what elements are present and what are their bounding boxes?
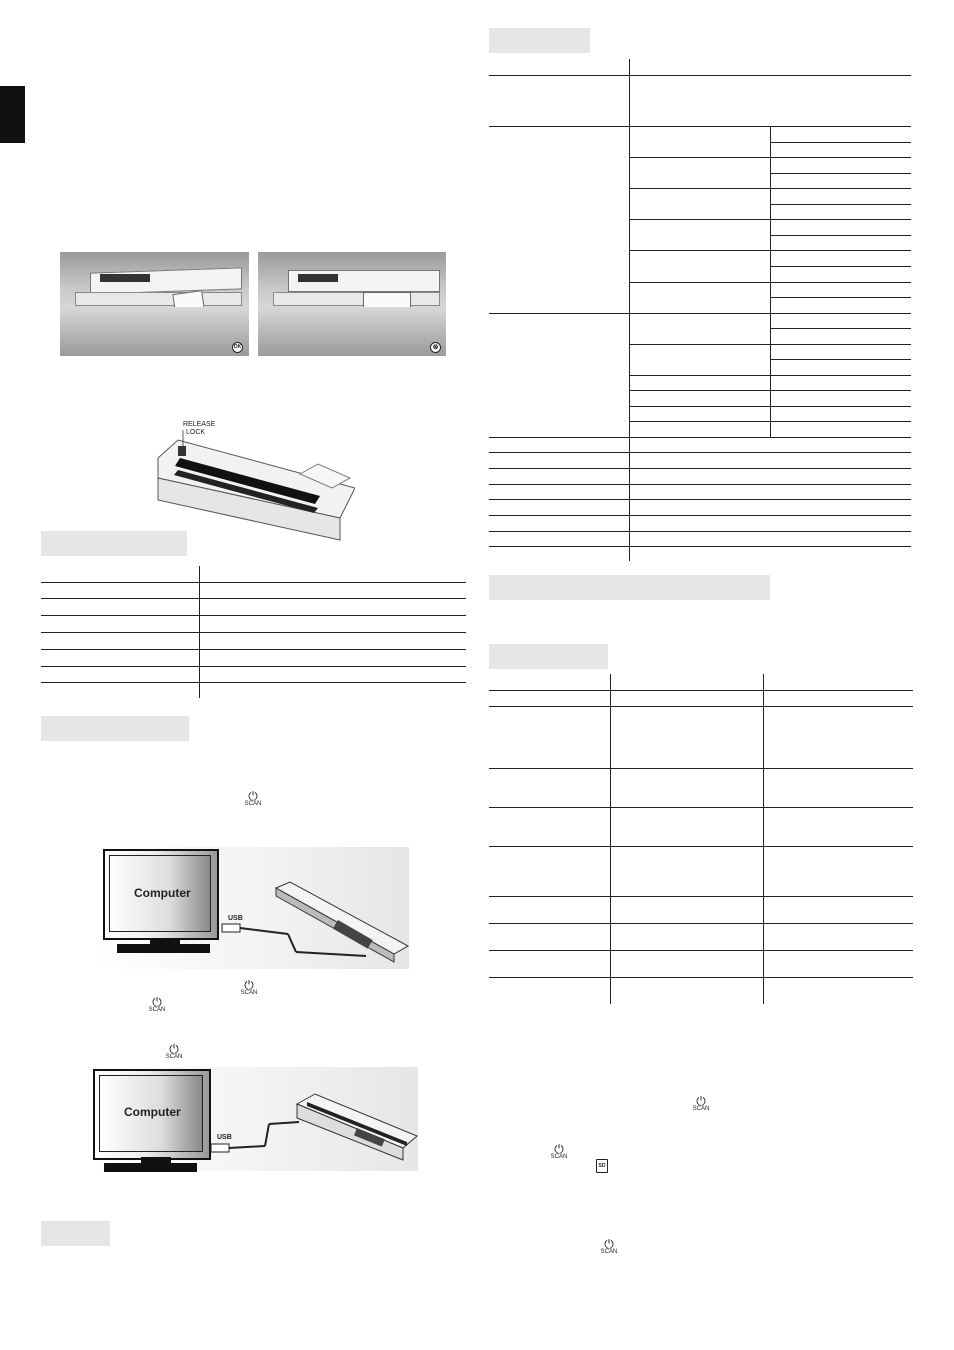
usb-label: USB	[228, 915, 243, 922]
section-header-bar	[41, 531, 187, 556]
scan-button-icon: ⏻ SCAN	[165, 1042, 183, 1060]
release-text: RELEASE	[183, 421, 216, 428]
sd-card-icon: SD	[596, 1159, 608, 1173]
scan-button-icon: ⏻ SCAN	[550, 1142, 568, 1160]
scan-button-icon: ⏻ SCAN	[600, 1237, 618, 1255]
chapter-tab	[0, 86, 25, 143]
release-lock-callout	[183, 421, 215, 437]
section-header-bar	[489, 28, 590, 53]
docking-station-illustration	[150, 418, 355, 546]
section-header-bar	[41, 716, 189, 741]
section-header-bar	[41, 1221, 110, 1246]
cross-mark-icon: ⊗	[430, 342, 441, 353]
lock-text: LOCK	[186, 429, 206, 436]
usb-label: USB	[217, 1134, 232, 1141]
section-header-bar	[489, 644, 608, 669]
scan-button-icon: ⏻ SCAN	[148, 995, 166, 1013]
computer-label: Computer	[134, 886, 191, 900]
computer-label: Computer	[124, 1105, 181, 1119]
card-insertion-correct-photo	[60, 252, 249, 356]
scan-button-icon: ⏻ SCAN	[240, 978, 258, 996]
ok-mark-icon: OK	[232, 342, 243, 353]
section-header-bar	[489, 575, 770, 600]
card-insertion-wrong-photo	[258, 252, 446, 356]
scan-button-icon: ⏻ SCAN	[244, 789, 262, 807]
scan-button-icon: ⏻ SCAN	[692, 1094, 710, 1112]
